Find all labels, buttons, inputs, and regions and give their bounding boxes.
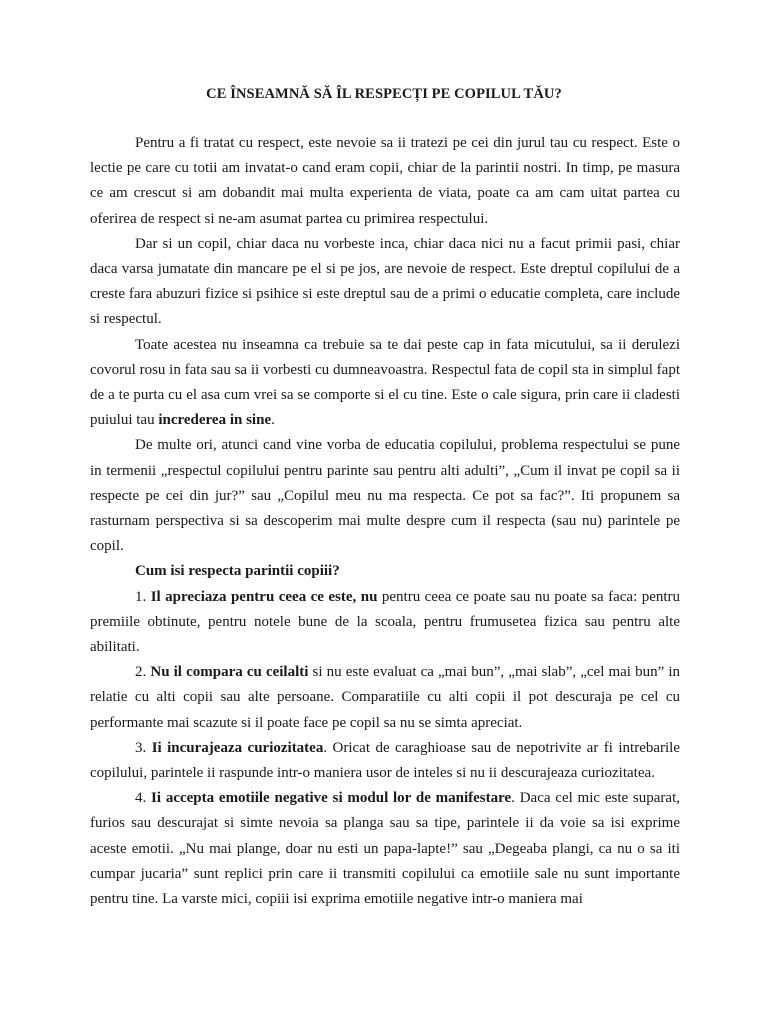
list-item-2: 2. Nu il compara cu ceilalti si nu este evaluat ca „mai bun”, „mai slab”, „cel mai bun” in relatie cu alti copii sau alte persoane. Comparatiile cu alti copii il pot descuraja pe cel cu performante mai scazute si il poate face pe copil sa nu se simta apreciat. — [90, 664, 681, 731]
paragraph-3: Toate acestea nu inseamna ca trebuie sa te dai peste cap in fata micutului, sa ii derulezi covorul rosu in fata sau sa ii vorbesti cu dumneavoastra. Respectul fata de copil sta in simplul fapt de a te purta cu el asa cum vrei sa se comporte si el cu tine. Este o cale sigura, prin care ii cladesti puiului tau increderea in sine. — [90, 336, 680, 429]
list-item-1: 1. Il apreciaza pentru ceea ce este, nu pentru ceea ce poate sau nu poate sa faca: pentru premiile obtinute, pentru notele bune de la scoala, pentru frumusetea fizica sau pentru alte abilitati. — [90, 588, 681, 656]
list-item-3-bold: Ii incurajeaza curiozitatea — [151, 739, 324, 756]
list-item-2-bold: Nu il compara cu ceilalti — [150, 664, 309, 681]
list-item-4: 4. Ii accepta emotiile negative si modul lor de manifestare. Daca cel mic este suparat, furios sau descurajat si simte nevoia sa planga sau sa tipe, parintele ii da voie sa isi exprime aceste emotii. „Nu mai plange, doar nu esti un papa-lapte!” sau „Degeaba plangi, ca nu o sa iti cumpar jucaria” sunt replici prin care ii transmiti copilului ca emotiile sale nu sunt importante pentru tine. La varste mici, copiii isi exprima emotiile negative intr-o maniera mai — [90, 790, 680, 908]
bold-phrase: increderea in sine — [158, 412, 272, 429]
document-body — [90, 131, 680, 912]
paragraph-4: De multe ori, atunci cand vine vorba de educatia copilului, problema respectului se pune in termenii „respectul copilului pentru parinte sau pentru alti adulti”, „Cum il invat pe copil sa ii respecte pe cei din jur?” sau „Copilul meu nu ma respecta. Ce pot sa fac?”. Iti propunem sa rasturnam perspectiva si sa descoperim mai multe despre cum il respecta (sau nu) parintele pe copil. — [90, 437, 680, 555]
document-title: CE ÎNSEAMNĂ SĂ ÎL RESPECȚI PE COPILUL TĂU? — [206, 86, 562, 102]
list-item-4-bold: Ii accepta emotiile negative si modul lor de manifestare — [151, 790, 512, 807]
section-heading-text: Cum isi respecta parintii copiii? — [135, 563, 340, 580]
paragraph-1: Pentru a fi tratat cu respect, este nevoie sa ii tratezi pe cei din jurul tau cu respect. Este o lectie pe care cu totii am invatat-o cand eram copii, chiar de la parintii nostri. In timp, pe masura ce am crescut si am dobandit mai multa experienta de viata, poate ca am cam uitat partea cu oferirea de respect si ne-am asumat partea cu primirea respectului. — [90, 135, 680, 227]
paragraph-2: Dar si un copil, chiar daca nu vorbeste inca, chiar daca nici nu a facut primii pasi, chiar daca varsa jumatate din mancare pe el si pe jos, are nevoie de respect. Este dreptul copilului de a creste fara abuzuri fizice si psihice si este dreptul sau de a primi o educatie completa, care include si respectul. — [90, 235, 680, 328]
list-item-1-bold: Il apreciaza pentru ceea ce este, nu — [150, 588, 378, 605]
list-item-3: 3. Ii incurajeaza curiozitatea. Oricat de caraghioase sau de nepotrivite ar fi intrebarile copilului, parintele ii raspunde intr-o maniera usor de inteles si nu ii descurajeaza curiozitatea. — [90, 739, 681, 782]
section-heading — [90, 559, 680, 584]
